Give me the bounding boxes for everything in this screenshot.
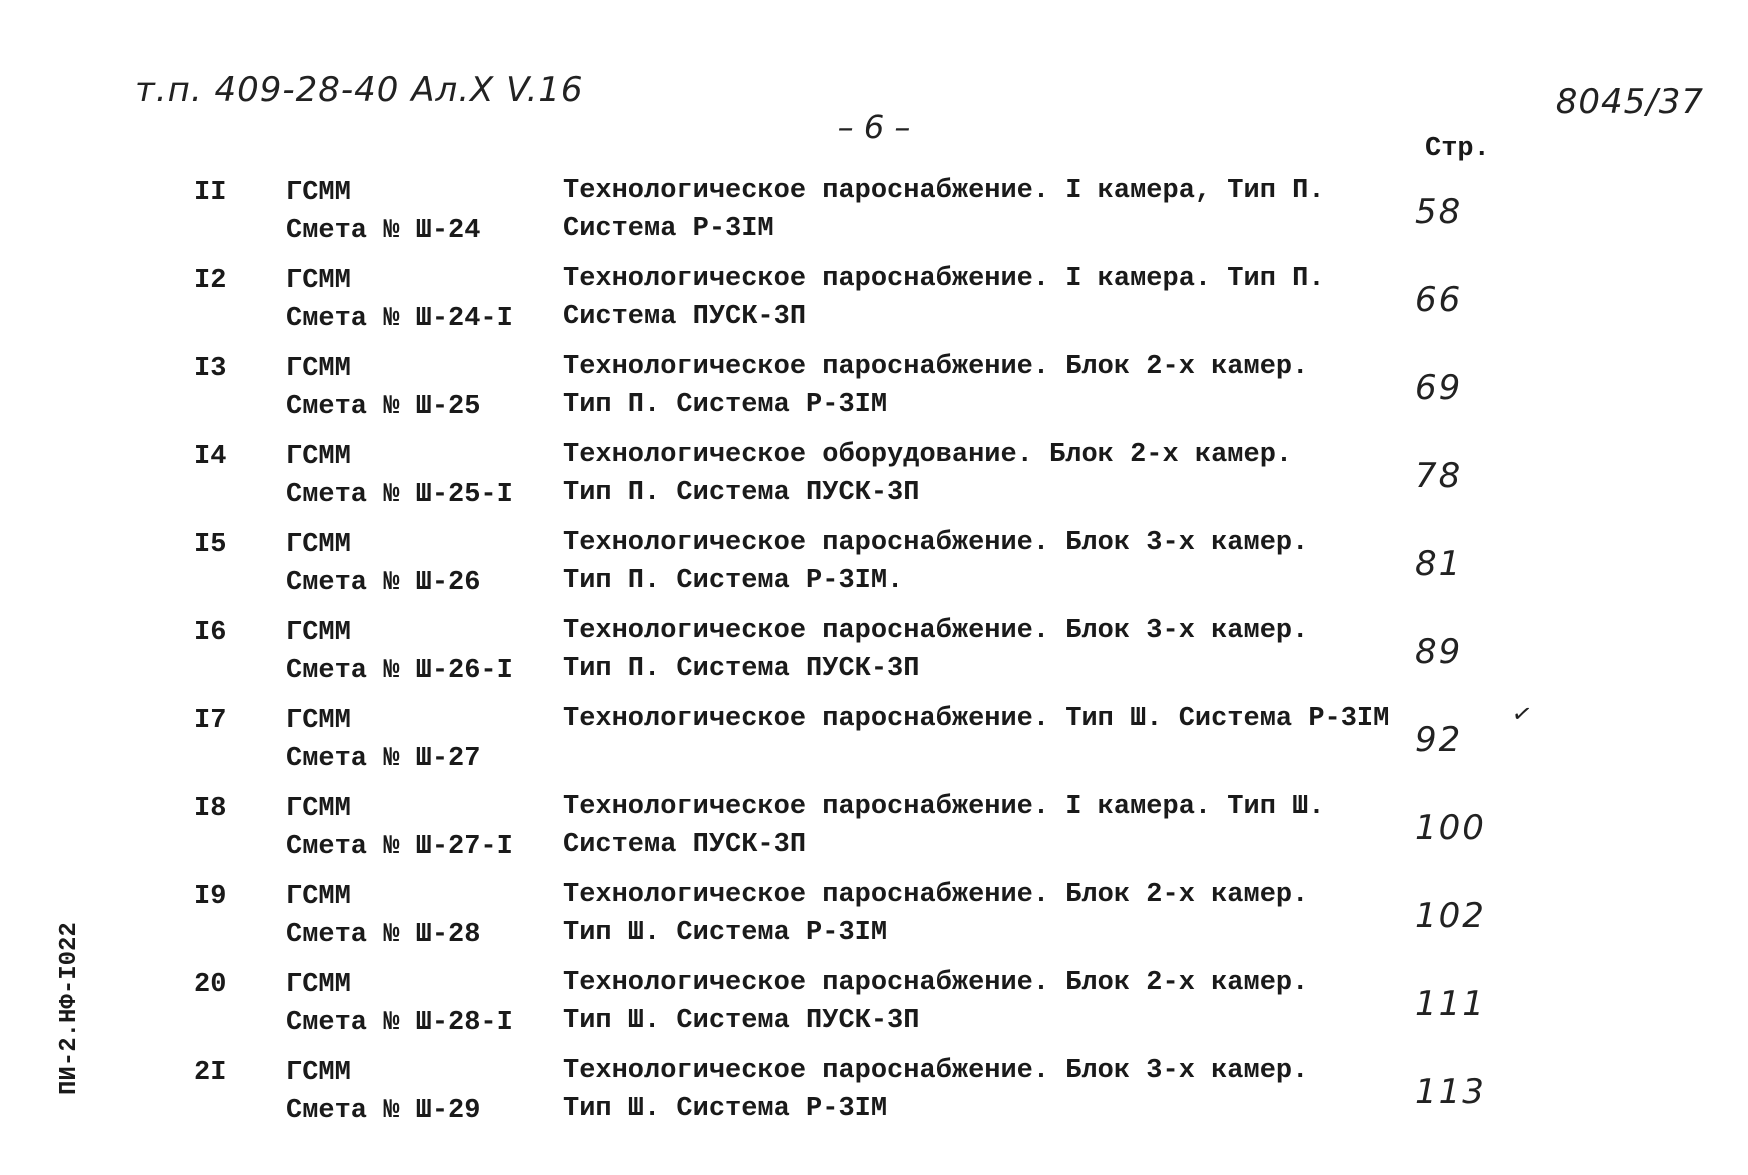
entry-page: 78	[1415, 456, 1463, 496]
entry-estimate: Смета № Ш-24	[286, 216, 481, 246]
page-number: – 6 –	[837, 108, 911, 146]
entry-estimate: Смета № Ш-25	[286, 392, 481, 422]
entry-org: ГСММ	[286, 266, 351, 296]
list-item	[0, 162, 1748, 250]
entry-number: I6	[194, 618, 227, 648]
entry-page: 92	[1415, 720, 1463, 760]
entry-page: 66	[1415, 280, 1463, 320]
entry-estimate: Смета № Ш-24-I	[286, 304, 513, 334]
contents-list	[0, 162, 1748, 1130]
entry-number: I9	[194, 882, 227, 912]
document-code: т.п. 409-28-40 Ал.Х V.16	[135, 70, 584, 110]
entry-estimate: Смета № Ш-29	[286, 1096, 481, 1126]
entry-org: ГСММ	[286, 970, 351, 1000]
entry-org: ГСММ	[286, 794, 351, 824]
entry-description: Технологическое пароснабжение. Блок 3-х камер.	[563, 528, 1309, 558]
entry-page: 58	[1415, 192, 1463, 232]
entry-estimate: Смета № Ш-27-I	[286, 832, 513, 862]
entry-description-cont: Тип П. Система ПУСК-3П	[563, 654, 920, 684]
entry-number: II	[194, 178, 227, 208]
check-mark-icon: ✓	[1509, 698, 1535, 730]
entry-description-cont: Тип Ш. Система Р-3IМ	[563, 1094, 888, 1124]
entry-page: 111	[1415, 984, 1486, 1024]
entry-description: Технологическое пароснабжение. Тип Ш. Система Р-3IМ	[563, 704, 1390, 734]
entry-estimate: Смета № Ш-26	[286, 568, 481, 598]
entry-number: I4	[194, 442, 227, 472]
entry-number: I5	[194, 530, 227, 560]
entry-number: 20	[194, 970, 227, 1000]
entry-page: 102	[1415, 896, 1486, 936]
list-item	[0, 514, 1748, 602]
list-item	[0, 250, 1748, 338]
list-item	[0, 778, 1748, 866]
entry-description-cont: Тип Ш. Система Р-3IМ	[563, 918, 888, 948]
entry-description-cont: Система Р-3IМ	[563, 214, 774, 244]
list-item	[0, 866, 1748, 954]
entry-number: I3	[194, 354, 227, 384]
entry-estimate: Смета № Ш-28-I	[286, 1008, 513, 1038]
side-stamp: ПИ-2.НФ-I022	[56, 922, 83, 1095]
entry-org: ГСММ	[286, 442, 351, 472]
entry-description: Технологическое пароснабжение. I камера, Тип П.	[563, 176, 1325, 206]
entry-number: I2	[194, 266, 227, 296]
entry-description: Технологическое пароснабжение. I камера. Тип Ш.	[563, 792, 1325, 822]
list-item	[0, 338, 1748, 426]
entry-estimate: Смета № Ш-25-I	[286, 480, 513, 510]
entry-description: Технологическое пароснабжение. Блок 3-х камер.	[563, 616, 1309, 646]
entry-description-cont: Система ПУСК-3П	[563, 830, 807, 860]
entry-description-cont: Тип Ш. Система ПУСК-3П	[563, 1006, 920, 1036]
inventory-number: 8045/37	[1555, 82, 1704, 122]
entry-description: Технологическое пароснабжение. Блок 2-х камер.	[563, 880, 1309, 910]
entry-page: 113	[1415, 1072, 1486, 1112]
entry-description: Технологическое пароснабжение. Блок 3-х камер.	[563, 1056, 1309, 1086]
entry-org: ГСММ	[286, 706, 351, 736]
list-item	[0, 954, 1748, 1042]
entry-page: 69	[1415, 368, 1463, 408]
entry-org: ГСММ	[286, 1058, 351, 1088]
entry-number: I7	[194, 706, 227, 736]
entry-org: ГСММ	[286, 178, 351, 208]
list-item	[0, 426, 1748, 514]
entry-org: ГСММ	[286, 618, 351, 648]
entry-page: 81	[1415, 544, 1463, 584]
entry-org: ГСММ	[286, 882, 351, 912]
entry-description-cont: Тип П. Система Р-3IМ.	[563, 566, 904, 596]
list-item	[0, 1042, 1748, 1130]
entry-org: ГСММ	[286, 354, 351, 384]
list-item	[0, 602, 1748, 690]
entry-estimate: Смета № Ш-26-I	[286, 656, 513, 686]
entry-number: I8	[194, 794, 227, 824]
entry-org: ГСММ	[286, 530, 351, 560]
entry-page: 89	[1415, 632, 1463, 672]
entry-page: 100	[1415, 808, 1486, 848]
entry-description-cont: Тип П. Система Р-3IМ	[563, 390, 888, 420]
entry-description: Технологическое пароснабжение. I камера. Тип П.	[563, 264, 1325, 294]
entry-description-cont: Система ПУСК-3П	[563, 302, 807, 332]
entry-description-cont: Тип П. Система ПУСК-3П	[563, 478, 920, 508]
entry-description: Технологическое пароснабжение. Блок 2-х камер.	[563, 968, 1309, 998]
page-column-header: Стр.	[1425, 134, 1490, 164]
entry-description: Технологическое пароснабжение. Блок 2-х камер.	[563, 352, 1309, 382]
entry-estimate: Смета № Ш-28	[286, 920, 481, 950]
list-item	[0, 690, 1748, 778]
entry-description: Технологическое оборудование. Блок 2-х камер.	[563, 440, 1293, 470]
entry-estimate: Смета № Ш-27	[286, 744, 481, 774]
entry-number: 2I	[194, 1058, 227, 1088]
